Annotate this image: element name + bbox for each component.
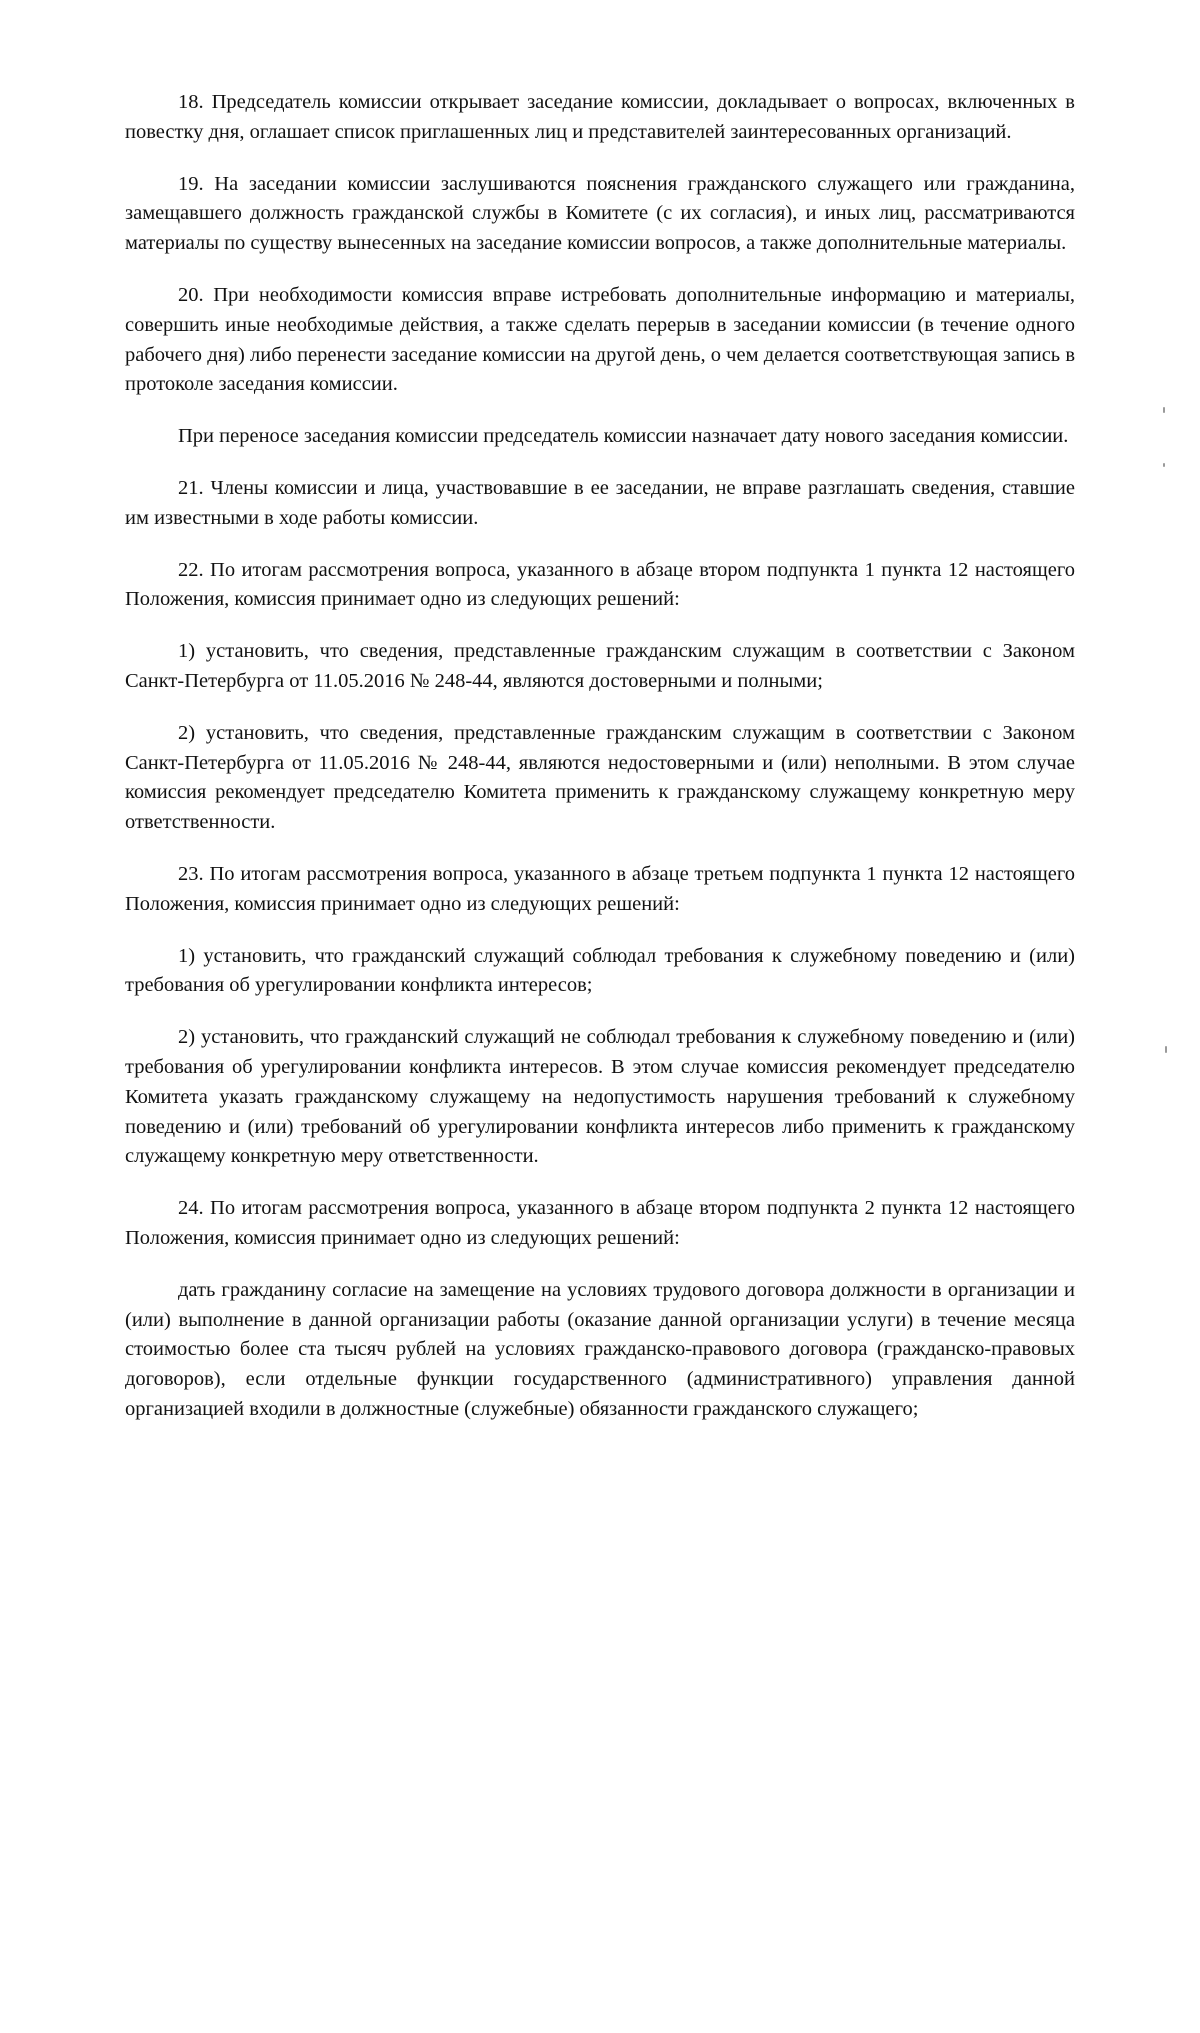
scan-speck — [1163, 463, 1165, 467]
document-body — [125, 88, 1075, 1447]
scan-speck — [1165, 1046, 1167, 1053]
paragraph-20: 20. При необходимости комиссия вправе истребовать дополнительные информацию и материалы, совершить иные необходимые действия, а также сделать перерыв в заседании комиссии (в течение одного рабочего дня) либо перенести заседание комиссии на другой день, о чем делается соответствующая запись в протоколе заседания комиссии. — [125, 283, 1075, 396]
paragraph-18: 18. Председатель комиссии открывает заседание комиссии, докладывает о вопросах, включенных в повестку дня, оглашает список приглашенных лиц и представителей заинтересованных организаций. — [125, 91, 1075, 143]
paragraph-22-item-2: 2) установить, что сведения, представленные гражданским служащим в соответствии с Законом Санкт-Петербурга от 11.05.2016 № 248-44, являются недостоверными и (или) неполными. В этом случае комиссия рекомендует председателю Комитета применить к гражданскому служащему конкретную меру ответственности. — [125, 721, 1075, 834]
paragraph-24-decision: дать гражданину согласие на замещение на условиях трудового договора должности в организации и (или) выполнение в данной организации работы (оказание данной организации услуги) в течение месяца стоимостью более ста тысяч рублей на условиях гражданско-правового договора (гражданско-правовых договоров), если отдельные функции государственного (административного) управления данной организацией входили в должностные (служебные) обязанности гражданского служащего; — [125, 1278, 1075, 1420]
paragraph-23-item-1: 1) установить, что гражданский служащий соблюдал требования к служебному поведению и (или) требования об урегулировании конфликта интересов; — [125, 944, 1075, 997]
paragraph-21: 21. Члены комиссии и лица, участвовавшие в ее заседании, не вправе разглашать сведения, ставшие им известными в ходе работы комиссии. — [125, 476, 1075, 529]
paragraph-23-item-2: 2) установить, что гражданский служащий не соблюдал требования к служебному поведению и (или) требования об урегулировании конфликта интересов. В этом случае комиссия рекомендует председателю Комитета указать гражданскому служащему на недопустимость нарушения требований к служебному поведению и (или) требований об урегулировании конфликта интересов либо применить к гражданскому служащему конкретную меру ответственности. — [125, 1026, 1075, 1168]
paragraph-22-item-1: 1) установить, что сведения, представленные гражданским служащим в соответствии с Законом Санкт-Петербурга от 11.05.2016 № 248-44, являются достоверными и полными; — [125, 640, 1075, 692]
paragraph-24: 24. По итогам рассмотрения вопроса, указанного в абзаце втором подпункта 2 пункта 12 настоящего Положения, комиссия принимает одно из следующих решений: — [125, 1197, 1075, 1249]
paragraph-19: 19. На заседании комиссии заслушиваются пояснения гражданского служащего или гражданина, замещавшего должность гражданской службы в Комитете (с их согласия), и иных лиц, рассматриваются материалы по существу вынесенных на заседание комиссии вопросов, а также дополнительные материалы. — [125, 172, 1075, 255]
paragraph-22: 22. По итогам рассмотрения вопроса, указанного в абзаце втором подпункта 1 пункта 12 настоящего Положения, комиссия принимает одно из следующих решений: — [125, 558, 1075, 611]
paragraph-20-postponement: При переносе заседания комиссии председатель комиссии назначает дату нового заседания комиссии. — [178, 425, 1069, 448]
scan-speck — [1163, 407, 1165, 413]
paragraph-23: 23. По итогам рассмотрения вопроса, указанного в абзаце третьем подпункта 1 пункта 12 настоящего Положения, комиссия принимает одно из следующих решений: — [125, 862, 1075, 915]
